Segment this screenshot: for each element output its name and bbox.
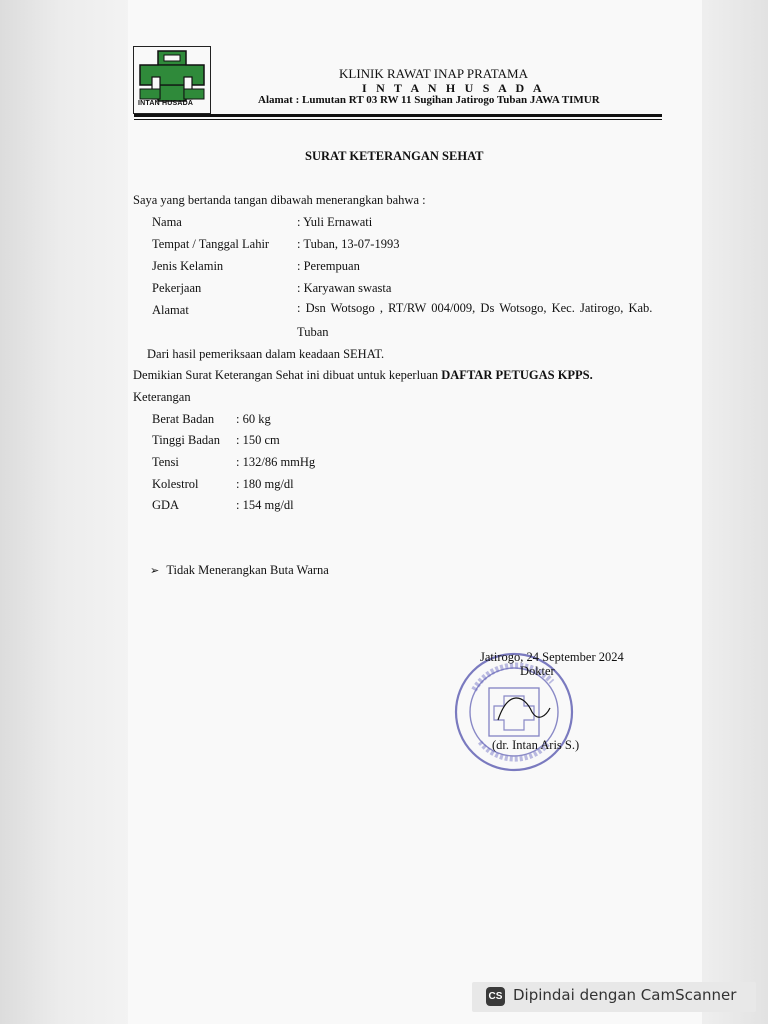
document-title: SURAT KETERANGAN SEHAT <box>305 149 484 163</box>
header-rule-thin <box>134 119 662 120</box>
bullet-note <box>150 563 329 578</box>
measure-label-height: Tinggi Badan <box>152 433 220 447</box>
identity-label-ttl: Tempat / Tanggal Lahir <box>152 237 270 251</box>
purpose-text: Demikian Surat Keterangan Sehat ini dibuat untuk keperluan <box>133 368 439 382</box>
identity-label-nama: Nama <box>152 215 182 229</box>
measure-value-cholesterol: : 180 mg/dl <box>236 477 294 491</box>
logo-caption: INTAN HUSADA <box>138 100 194 107</box>
clinic-address: Alamat : Lumutan RT 03 RW 11 Sugihan Jatirogo Tuban JAWA TIMUR <box>258 94 600 106</box>
exam-result: Dari hasil pemeriksaan dalam keadaan SEHAT. <box>147 347 385 361</box>
arrow-bullet-icon: ➢ <box>150 564 160 577</box>
measure-label-gda: GDA <box>152 498 180 512</box>
measure-value-bp: : 132/86 mmHg <box>236 455 316 469</box>
purpose-line <box>133 368 593 383</box>
identity-value-gender: : Perempuan <box>297 259 360 273</box>
identity-label-job: Pekerjaan <box>152 281 202 295</box>
purpose-bold: DAFTAR PETUGAS KPPS. <box>441 368 593 382</box>
identity-label-address: Alamat <box>152 303 189 317</box>
identity-value-address-cont: Tuban <box>297 325 329 339</box>
camscanner-logo-icon: CS <box>486 987 505 1006</box>
scanner-watermark-text: Dipindai dengan CamScanner <box>513 986 737 1004</box>
signature-role: Dokter <box>520 664 555 678</box>
bullet-note-text: Tidak Menerangkan Buta Warna <box>166 563 329 577</box>
measure-label-cholesterol: Kolestrol <box>152 477 199 491</box>
identity-value-nama: : Yuli Ernawati <box>297 215 373 229</box>
identity-value-job: : Karyawan swasta <box>297 281 392 295</box>
identity-value-address: : Dsn Wotsogo , RT/RW 004/009, Ds Wotsogo, Kec. Jatirogo, Kab. <box>297 301 653 315</box>
signature-place-date: Jatirogo, 24 September 2024 <box>480 650 624 664</box>
clinic-stamp-icon <box>452 650 576 774</box>
intro-text: Saya yang bertanda tangan dibawah menerangkan bahwa : <box>133 193 426 207</box>
identity-label-gender: Jenis Kelamin <box>152 259 224 273</box>
measure-label-bp: Tensi <box>152 455 179 469</box>
identity-value-ttl: : Tuban, 13-07-1993 <box>297 237 400 251</box>
clinic-name: I N T A N H U S A D A <box>362 81 545 95</box>
clinic-type: KLINIK RAWAT INAP PRATAMA <box>339 66 528 81</box>
notes-heading: Keterangan <box>133 390 191 404</box>
measure-value-gda: : 154 mg/dl <box>236 498 294 512</box>
measure-value-height: : 150 cm <box>236 433 280 447</box>
header-rule-thick <box>134 114 662 117</box>
measure-value-weight: : 60 kg <box>236 412 271 426</box>
signature-name: (dr. Intan Aris S.) <box>492 738 580 752</box>
measure-label-weight: Berat Badan <box>152 412 215 426</box>
